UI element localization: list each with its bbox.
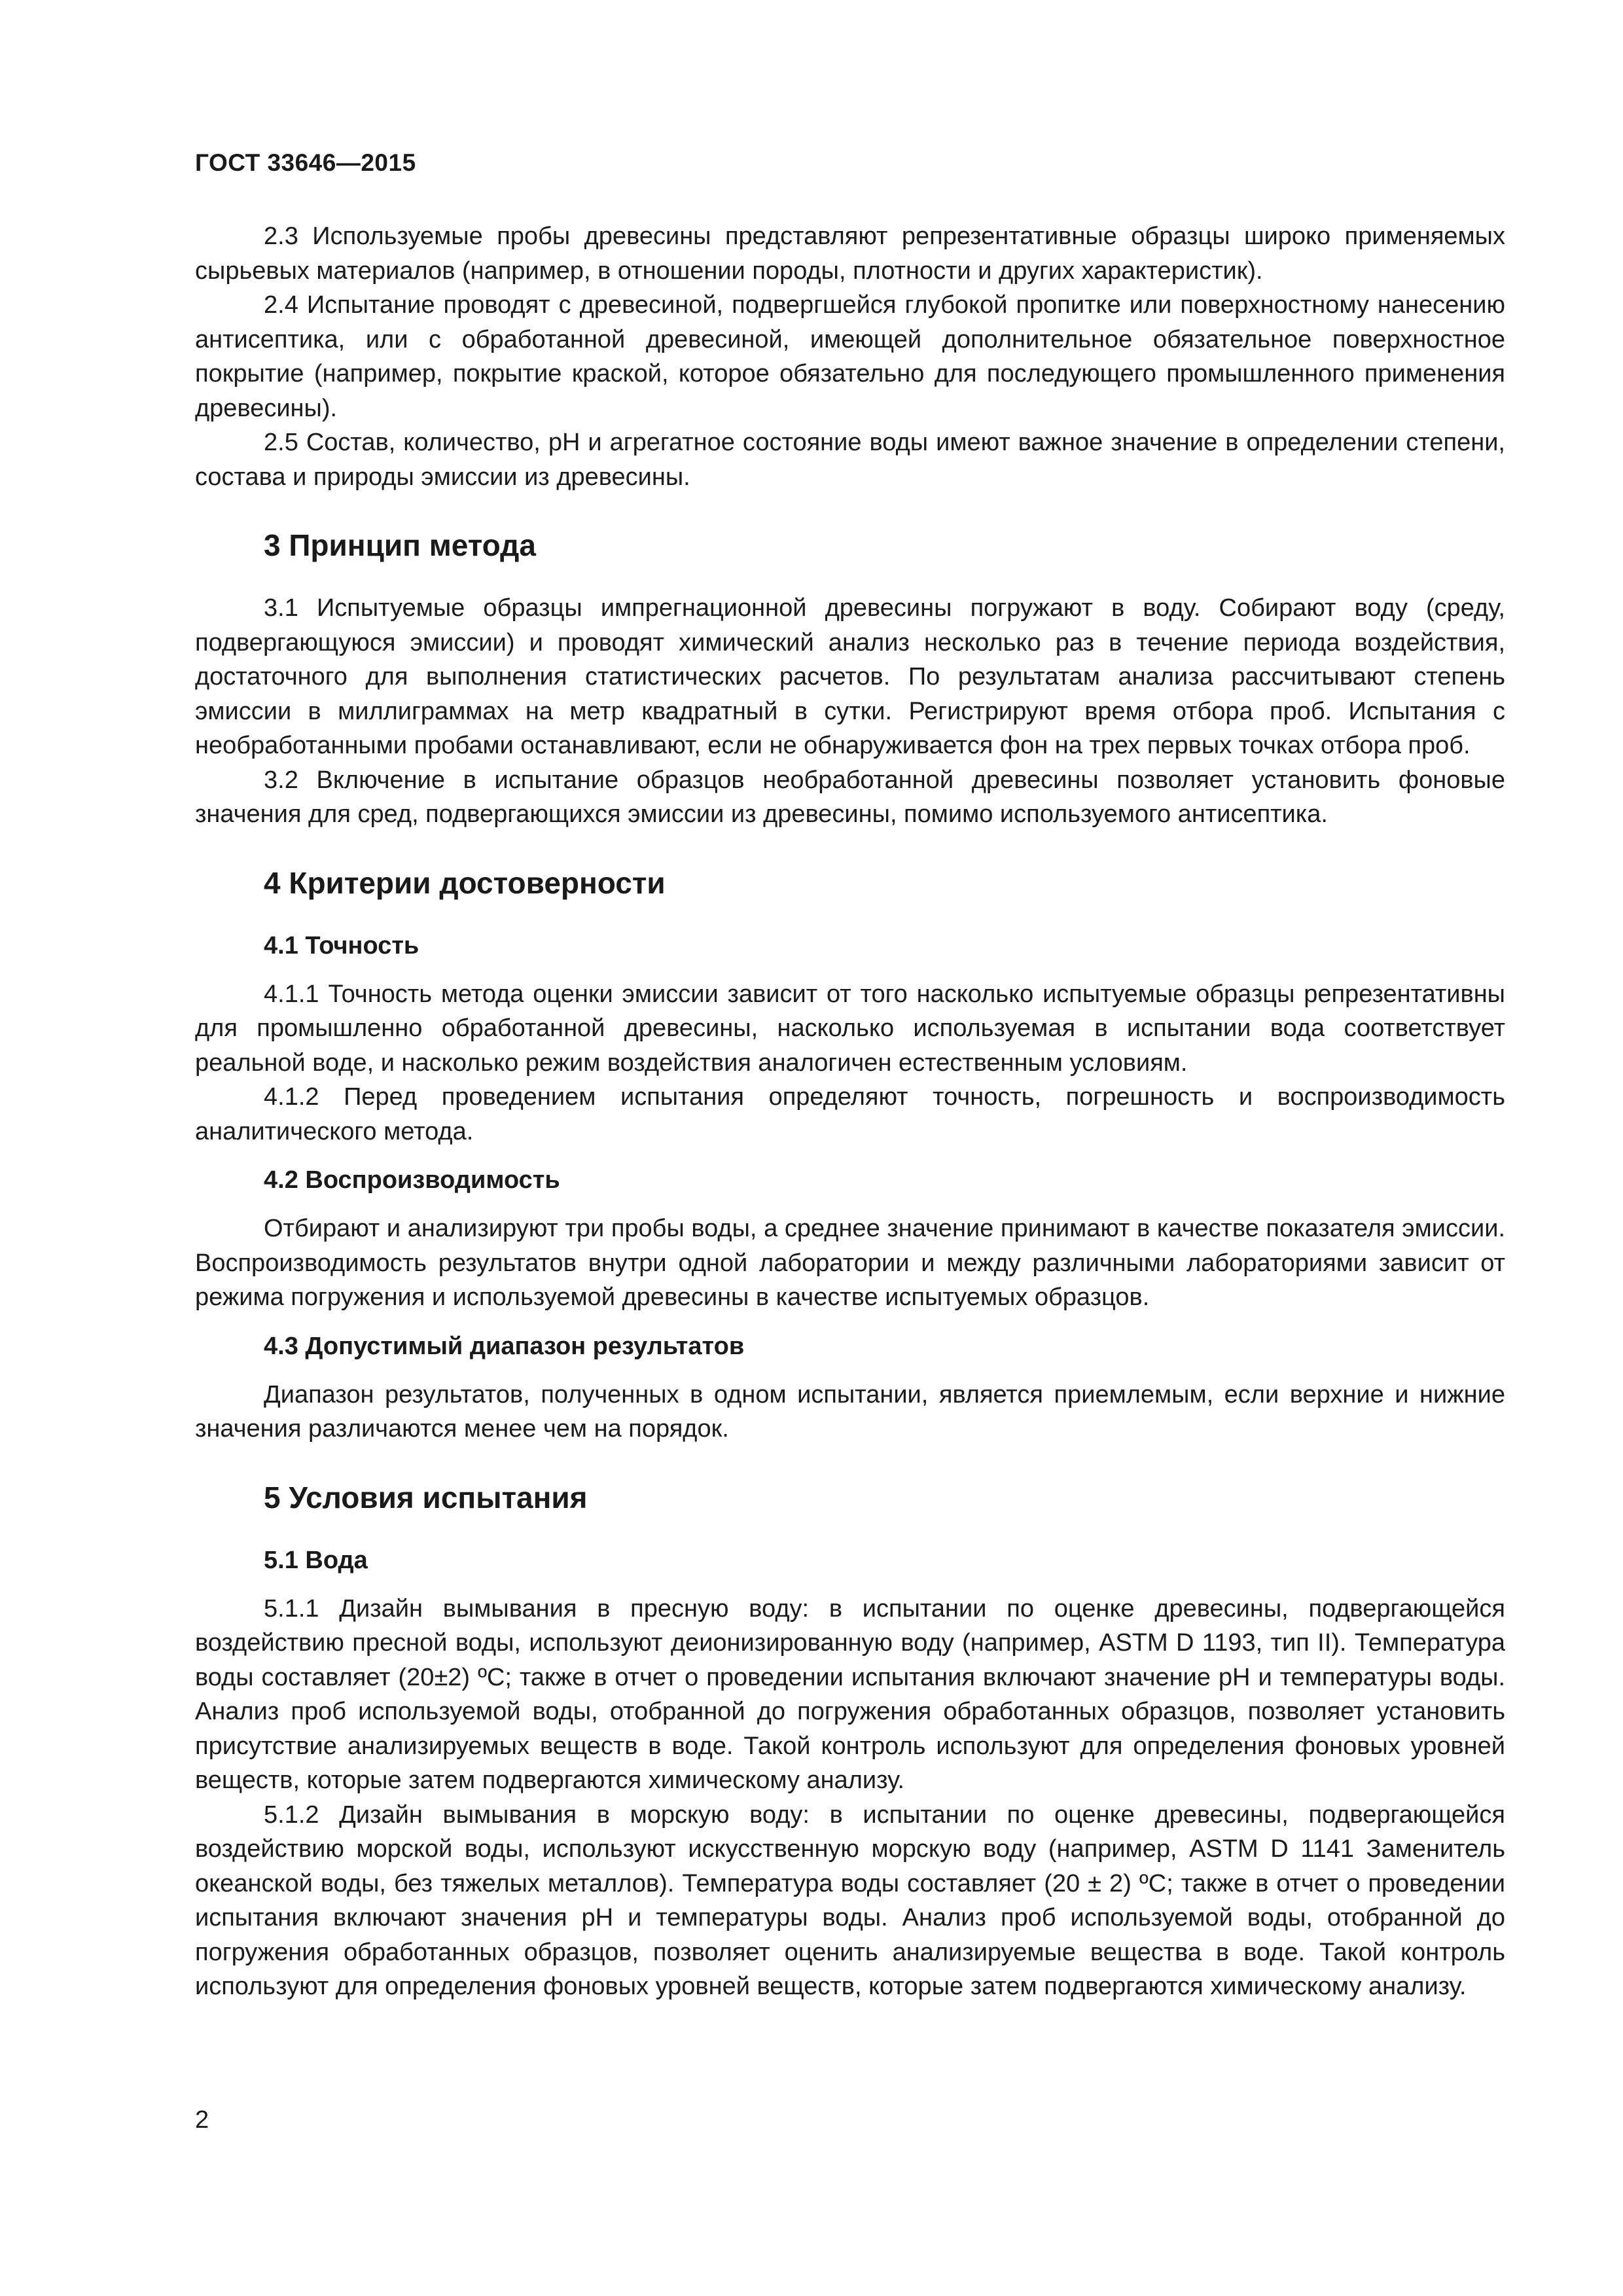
paragraph-3-2: 3.2 Включение в испытание образцов необработанной древесины позволяет установить фоновые значения для сред, подвергающихся эмиссии из древесины, помимо используемого антисептика. bbox=[195, 766, 1505, 828]
paragraph-2-5: 2.5 Состав, количество, рН и агрегатное состояние воды имеют важное значение в определении степени, состава и природы эмиссии из древесины. bbox=[195, 429, 1505, 491]
paragraph-2-3: 2.3 Используемые пробы древесины представляют репрезентативные образцы широко применяемых сырьевых материалов (например, в отношении породы, плотности и других характеристик). bbox=[195, 223, 1505, 285]
page-number: 2 bbox=[195, 2106, 209, 2134]
section-4-3-heading: 4.3 Допустимый диапазон результатов bbox=[264, 1332, 745, 1360]
document-header: ГОСТ 33646—2015 bbox=[195, 149, 416, 176]
paragraph-5-1-2: 5.1.2 Дизайн вымывания в морскую воду: в испытании по оценке древесины, подвергающейся воздействию морской воды, используют искусственную морскую воду (например, ASTM D 1141 Заменитель океанской воды, без тяжелых металлов). Температура воды составляет (20 ± 2) ºС; также в отчет о проведении испытания включают значения рН и температуры воды. Анализ проб используемой воды, отобранной до погружения обработанных образцов, позволяет оценить анализируемые вещества в воде. Такой контроль используют для определения фоновых уровней веществ, которые затем подвергаются химическому анализу. bbox=[195, 1801, 1505, 2000]
paragraph-4-2: Отбирают и анализируют три пробы воды, а среднее значение принимают в качестве показателя эмиссии. Воспроизводимость результатов внутри одной лаборатории и между различными лабораториями зависит от режима погружения и используемой древесины в качестве испытуемых образцов. bbox=[195, 1215, 1505, 1311]
section-4-1-heading: 4.1 Точность bbox=[264, 931, 419, 960]
section-4-2-heading: 4.2 Воспроизводимость bbox=[264, 1166, 560, 1194]
paragraph-4-1-1: 4.1.1 Точность метода оценки эмиссии зависит от того насколько испытуемые образцы репрезентативны для промышленно обработанной древесины, насколько используемая в испытании вода соответствует реальной воде, и насколько режим воздействия аналогичен естественным условиям. bbox=[195, 980, 1505, 1077]
section-5-1-heading: 5.1 Вода bbox=[264, 1546, 368, 1574]
document-body bbox=[195, 219, 1505, 2004]
paragraph-2-4: 2.4 Испытание проводят с древесиной, подвергшейся глубокой пропитке или поверхностному нанесению антисептика, или с обработанной древесиной, имеющей дополнительное обязательное поверхностное покрытие (например, покрытие краской, которое обязательно для последующего промышленного применения древесины). bbox=[195, 291, 1505, 422]
paragraph-5-1-1: 5.1.1 Дизайн вымывания в пресную воду: в испытании по оценке древесины, подвергающейся воздействию пресной воды, используют деионизированную воду (например, ASTM D 1193, тип II). Температура воды составляет (20±2) ºС; также в отчет о проведении испытания включают значение рН и температуры воды. Анализ проб используемой воды, отобранной до погружения обработанных образцов, позволяет установить присутствие анализируемых веществ в воде. Такой контроль используют для определения фоновых уровней веществ, которые затем подвергаются химическому анализу. bbox=[195, 1594, 1505, 1794]
paragraph-3-1: 3.1 Испытуемые образцы импрегнационной древесины погружают в воду. Собирают воду (среду, подвергающуюся эмиссии) и проводят химический анализ несколько раз в течение периода воздействия, достаточного для выполнения статистических расчетов. По результатам анализа рассчитывают степень эмиссии в миллиграммах на метр квадратный в сутки. Регистрируют время отбора проб. Испытания с необработанными пробами останавливают, если не обнаруживается фон на трех первых точках отбора проб. bbox=[195, 594, 1505, 759]
section-5-heading: 5 Условия испытания bbox=[264, 1480, 588, 1515]
paragraph-4-3: Диапазон результатов, полученных в одном испытании, является приемлемым, если верхние и нижние значения различаются менее чем на порядок. bbox=[195, 1380, 1505, 1443]
section-4-heading: 4 Критерии достоверности bbox=[264, 865, 666, 900]
section-3-heading: 3 Принцип метода bbox=[264, 528, 536, 562]
paragraph-4-1-2: 4.1.2 Перед проведением испытания определяют точность, погрешность и воспроизводимость аналитического метода. bbox=[195, 1083, 1505, 1145]
